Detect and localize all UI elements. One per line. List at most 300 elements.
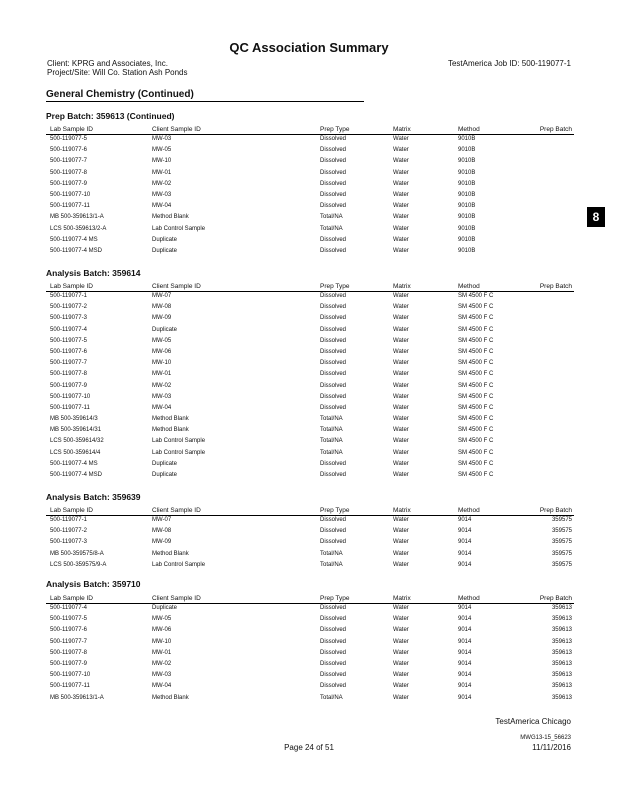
cell-lab-sample-id: 500-119077-8 [50,649,87,656]
batch-table [46,594,574,705]
cell-lab-sample-id: MB 500-359614/31 [50,427,102,434]
column-header-lab-sample-id: Lab Sample ID [50,507,93,514]
cell-prep-type: Dissolved [320,348,347,355]
cell-method: 9014 [458,605,472,611]
cell-client-sample-id: MW-05 [152,616,172,623]
cell-method: 9010B [458,158,476,165]
cell-method: 9014 [458,627,472,634]
cell-method: 9014 [458,649,472,656]
cell-method: SM 4500 F C [458,427,494,434]
table-row [46,348,574,359]
batch-title: Analysis Batch: 359639 [46,492,141,502]
cell-prep-type: Total/NA [320,416,343,423]
cell-lab-sample-id: 500-119077-6 [50,147,87,154]
cell-method: 9010B [458,191,476,198]
cell-matrix: Water [393,337,409,344]
cell-method: SM 4500 F C [458,326,494,333]
column-header-prep-type: Prep Type [320,126,350,133]
cell-method: 9014 [458,616,472,623]
table-row [46,337,574,348]
column-header-matrix: Matrix [393,283,411,290]
cell-method: SM 4500 F C [458,449,494,456]
cell-lab-sample-id: MB 500-359575/8-A [50,550,104,557]
table-row [46,460,574,471]
page-title: QC Association Summary [229,40,389,55]
cell-client-sample-id: MW-10 [152,360,172,367]
cell-lab-sample-id: 500-119077-6 [50,348,87,355]
cell-client-sample-id: MW-10 [152,638,172,645]
column-header-method: Method [458,507,480,514]
table-row [46,292,574,303]
cell-prep-type: Dissolved [320,203,347,210]
cell-matrix: Water [393,427,409,434]
cell-client-sample-id: Duplicate [152,326,178,333]
cell-lab-sample-id: LCS 500-359613/2-A [50,225,107,232]
cell-lab-sample-id: 500-119077-1 [50,517,87,523]
table-row [46,180,574,191]
cell-method: SM 4500 F C [458,348,494,355]
table-row [46,404,574,415]
cell-method: 9014 [458,550,472,557]
table-row [46,303,574,314]
cell-matrix: Water [393,561,409,568]
cell-method: SM 4500 F C [458,337,494,344]
cell-method: 9014 [458,694,472,701]
cell-client-sample-id: MW-06 [152,627,172,634]
column-header-matrix: Matrix [393,595,411,602]
cell-method: 9014 [458,528,472,535]
batch-title: Analysis Batch: 359710 [46,579,141,589]
cell-lab-sample-id: 500-119077-3 [50,539,87,546]
cell-lab-sample-id: 500-119077-4 MSD [50,472,102,478]
cell-lab-sample-id: 500-119077-6 [50,627,87,634]
cell-matrix: Water [393,371,409,378]
cell-matrix: Water [393,147,409,154]
cell-method: SM 4500 F C [458,393,494,400]
cell-client-sample-id: Method Blank [152,694,189,701]
cell-client-sample-id: MW-01 [152,649,172,656]
cell-matrix: Water [393,214,409,221]
column-header-prep-type: Prep Type [320,595,350,602]
table-row [46,626,574,637]
table-row [46,615,574,626]
batch-table [46,282,574,482]
cell-matrix: Water [393,304,409,311]
cell-lab-sample-id: 500-119077-9 [50,382,87,389]
cell-matrix: Water [393,683,409,690]
cell-lab-sample-id: 500-119077-4 MS [50,460,98,467]
cell-method: 9010B [458,169,476,176]
cell-prep-batch: 359613 [551,616,572,623]
cell-matrix: Water [393,627,409,634]
project-line: Project/Site: Will Co. Station Ash Ponds [47,68,188,77]
cell-client-sample-id: MW-07 [152,293,172,299]
cell-prep-type: Dissolved [320,371,347,378]
cell-client-sample-id: MW-08 [152,528,172,535]
table-row [46,393,574,404]
cell-prep-type: Dissolved [320,169,347,176]
cell-prep-type: Dissolved [320,393,347,400]
cell-matrix: Water [393,169,409,176]
cell-prep-type: Dissolved [320,683,347,690]
cell-prep-type: Dissolved [320,304,347,311]
table-row [46,146,574,157]
column-header-lab-sample-id: Lab Sample ID [50,283,93,290]
cell-method: 9014 [458,517,472,523]
cell-prep-type: Dissolved [320,147,347,154]
cell-lab-sample-id: 500-119077-11 [50,404,90,411]
cell-method: SM 4500 F C [458,438,494,445]
cell-client-sample-id: Method Blank [152,427,189,434]
cell-lab-sample-id: 500-119077-7 [50,638,87,645]
table-row [46,638,574,649]
cell-lab-sample-id: LCS 500-359575/9-A [50,561,107,568]
cell-client-sample-id: Duplicate [152,247,178,254]
cell-prep-type: Total/NA [320,427,343,434]
cell-client-sample-id: MW-05 [152,147,172,154]
column-header-prep-batch: Prep Batch [539,595,572,602]
cell-prep-type: Total/NA [320,214,343,221]
table-row [46,550,574,561]
cell-method: SM 4500 F C [458,416,494,423]
table-row [46,660,574,671]
table-row [46,561,574,572]
cell-prep-type: Dissolved [320,660,347,667]
cell-client-sample-id: MW-04 [152,683,172,690]
table-row [46,213,574,224]
cell-prep-batch: 359613 [551,672,572,679]
cell-method: 9014 [458,660,472,667]
cell-client-sample-id: MW-09 [152,315,172,322]
cell-client-sample-id: Duplicate [152,236,178,243]
cell-matrix: Water [393,438,409,445]
cell-client-sample-id: Lab Control Sample [152,561,206,568]
cell-matrix: Water [393,180,409,187]
cell-prep-type: Dissolved [320,460,347,467]
cell-prep-type: Dissolved [320,326,347,333]
cell-matrix: Water [393,158,409,165]
cell-matrix: Water [393,539,409,546]
cell-client-sample-id: MW-03 [152,393,172,400]
cell-method: 9010B [458,136,476,142]
cell-method: SM 4500 F C [458,472,494,478]
cell-client-sample-id: MW-09 [152,539,172,546]
batch-table [46,125,574,258]
table-row [46,649,574,660]
cell-client-sample-id: MW-03 [152,191,172,198]
table-row [46,202,574,213]
cell-prep-batch: 359613 [551,605,572,611]
table-row [46,359,574,370]
cell-method: SM 4500 F C [458,315,494,322]
column-header-prep-batch: Prep Batch [539,283,572,290]
cell-prep-type: Dissolved [320,337,347,344]
cell-lab-sample-id: 500-119077-7 [50,360,87,367]
cell-prep-type: Dissolved [320,627,347,634]
cell-prep-type: Total/NA [320,694,343,701]
table-row [46,314,574,325]
cell-prep-type: Total/NA [320,550,343,557]
batch-title: Analysis Batch: 359614 [46,268,141,278]
cell-client-sample-id: MW-06 [152,348,172,355]
cell-method: SM 4500 F C [458,371,494,378]
cell-prep-type: Total/NA [320,225,343,232]
cell-client-sample-id: MW-05 [152,337,172,344]
cell-client-sample-id: Method Blank [152,550,189,557]
cell-matrix: Water [393,550,409,557]
column-header-client-sample-id: Client Sample ID [152,283,201,290]
cell-lab-sample-id: 500-119077-7 [50,158,87,165]
cell-lab-sample-id: 500-119077-5 [50,337,87,344]
cell-client-sample-id: MW-01 [152,371,172,378]
table-row [46,326,574,337]
cell-prep-batch: 359575 [551,550,572,557]
cell-prep-batch: 359575 [551,517,572,523]
column-header-method: Method [458,283,480,290]
cell-lab-sample-id: 500-119077-5 [50,616,87,623]
cell-prep-type: Dissolved [320,360,347,367]
cell-method: 9014 [458,672,472,679]
column-header-client-sample-id: Client Sample ID [152,126,201,133]
cell-matrix: Water [393,247,409,254]
table-row [46,225,574,236]
cell-matrix: Water [393,449,409,456]
cell-prep-batch: 359575 [551,561,572,568]
footer-code: MWG13-15_56623 [520,735,571,741]
cell-method: 9010B [458,147,476,154]
cell-prep-type: Dissolved [320,404,347,411]
cell-lab-sample-id: 500-119077-5 [50,136,87,142]
footer-lab: TestAmerica Chicago [495,717,571,726]
table-row [46,382,574,393]
cell-lab-sample-id: LCS 500-359614/32 [50,438,104,445]
cell-matrix: Water [393,191,409,198]
cell-prep-type: Dissolved [320,158,347,165]
cell-matrix: Water [393,694,409,701]
column-header-prep-batch: Prep Batch [539,126,572,133]
cell-client-sample-id: MW-01 [152,169,172,176]
cell-matrix: Water [393,382,409,389]
cell-lab-sample-id: 500-119077-11 [50,203,90,210]
cell-matrix: Water [393,136,409,142]
batch-table [46,506,574,572]
table-row [46,471,574,482]
cell-method: 9010B [458,225,476,232]
cell-method: SM 4500 F C [458,304,494,311]
cell-client-sample-id: MW-04 [152,203,172,210]
column-header-lab-sample-id: Lab Sample ID [50,126,93,133]
cell-prep-type: Dissolved [320,605,347,611]
column-header-method: Method [458,595,480,602]
page-number: Page 24 of 51 [284,743,334,752]
cell-lab-sample-id: 500-119077-8 [50,169,87,176]
cell-prep-type: Dissolved [320,517,347,523]
cell-method: SM 4500 F C [458,382,494,389]
cell-prep-type: Dissolved [320,472,347,478]
cell-client-sample-id: Duplicate [152,605,178,611]
cell-prep-type: Dissolved [320,672,347,679]
cell-lab-sample-id: 500-119077-10 [50,191,91,198]
cell-method: SM 4500 F C [458,293,494,299]
cell-matrix: Water [393,672,409,679]
cell-method: SM 4500 F C [458,360,494,367]
table-row [46,604,574,615]
cell-matrix: Water [393,517,409,523]
cell-client-sample-id: Lab Control Sample [152,225,206,232]
cell-prep-type: Dissolved [320,528,347,535]
cell-client-sample-id: Duplicate [152,472,178,478]
cell-lab-sample-id: 500-119077-2 [50,304,87,311]
cell-client-sample-id: MW-02 [152,382,172,389]
cell-matrix: Water [393,348,409,355]
column-header-prep-type: Prep Type [320,283,350,290]
cell-matrix: Water [393,326,409,333]
cell-method: 9014 [458,561,472,568]
cell-lab-sample-id: 500-119077-8 [50,371,87,378]
cell-lab-sample-id: MB 500-359613/1-A [50,694,104,701]
cell-lab-sample-id: LCS 500-359614/4 [50,449,101,456]
cell-matrix: Water [393,638,409,645]
cell-lab-sample-id: 500-119077-2 [50,528,87,535]
cell-client-sample-id: MW-08 [152,304,172,311]
cell-matrix: Water [393,315,409,322]
cell-matrix: Water [393,472,409,478]
table-row [46,437,574,448]
cell-matrix: Water [393,236,409,243]
cell-prep-batch: 359613 [551,683,572,690]
cell-client-sample-id: MW-03 [152,136,172,142]
cell-method: 9010B [458,236,476,243]
cell-client-sample-id: MW-07 [152,517,172,523]
table-row [46,527,574,538]
cell-prep-batch: 359613 [551,694,572,701]
table-row [46,538,574,549]
cell-prep-type: Dissolved [320,616,347,623]
table-row [46,671,574,682]
job-id: TestAmerica Job ID: 500-119077-1 [447,59,571,68]
cell-prep-type: Dissolved [320,539,347,546]
table-row [46,516,574,527]
column-header-matrix: Matrix [393,126,411,133]
cell-matrix: Water [393,360,409,367]
cell-matrix: Water [393,528,409,535]
cell-client-sample-id: MW-03 [152,672,172,679]
cell-prep-type: Dissolved [320,638,347,645]
cell-lab-sample-id: 500-119077-11 [50,683,90,690]
cell-matrix: Water [393,393,409,400]
table-row [46,157,574,168]
cell-client-sample-id: MW-02 [152,660,172,667]
cell-method: 9010B [458,203,476,210]
cell-client-sample-id: MW-02 [152,180,172,187]
table-row [46,682,574,693]
table-header [46,506,574,516]
cell-matrix: Water [393,293,409,299]
cell-prep-type: Total/NA [320,561,343,568]
cell-prep-batch: 359575 [551,528,572,535]
cell-lab-sample-id: 500-119077-4 MS [50,236,98,243]
cell-matrix: Water [393,416,409,423]
section-tab: 8 [587,207,605,227]
column-header-client-sample-id: Client Sample ID [152,507,201,514]
cell-lab-sample-id: 500-119077-10 [50,672,91,679]
cell-client-sample-id: Lab Control Sample [152,449,206,456]
cell-lab-sample-id: MB 500-359613/1-A [50,214,104,221]
cell-method: SM 4500 F C [458,404,494,411]
cell-lab-sample-id: 500-119077-4 MSD [50,247,102,254]
column-header-client-sample-id: Client Sample ID [152,595,201,602]
cell-prep-batch: 359613 [551,660,572,667]
cell-prep-type: Total/NA [320,438,343,445]
table-header [46,282,574,292]
cell-matrix: Water [393,649,409,656]
cell-lab-sample-id: 500-119077-1 [50,293,87,299]
column-header-prep-type: Prep Type [320,507,350,514]
cell-lab-sample-id: MB 500-359614/3 [50,416,98,423]
table-header [46,594,574,604]
table-row [46,135,574,146]
cell-client-sample-id: MW-10 [152,158,172,165]
cell-prep-type: Dissolved [320,236,347,243]
table-row [46,247,574,258]
table-header [46,125,574,135]
cell-lab-sample-id: 500-119077-9 [50,660,87,667]
table-row [46,694,574,705]
table-row [46,370,574,381]
cell-method: SM 4500 F C [458,460,494,467]
column-header-prep-batch: Prep Batch [539,507,572,514]
table-row [46,426,574,437]
cell-client-sample-id: Lab Control Sample [152,438,206,445]
cell-prep-type: Dissolved [320,136,347,142]
cell-method: 9014 [458,683,472,690]
cell-prep-type: Total/NA [320,449,343,456]
cell-prep-type: Dissolved [320,382,347,389]
cell-prep-type: Dissolved [320,191,347,198]
column-header-lab-sample-id: Lab Sample ID [50,595,93,602]
cell-prep-batch: 359575 [551,539,572,546]
table-row [46,169,574,180]
column-header-matrix: Matrix [393,507,411,514]
cell-prep-type: Dissolved [320,180,347,187]
cell-lab-sample-id: 500-119077-9 [50,180,87,187]
cell-prep-batch: 359613 [551,638,572,645]
table-row [46,449,574,460]
cell-matrix: Water [393,605,409,611]
cell-client-sample-id: Duplicate [152,460,178,467]
table-row [46,191,574,202]
footer-date: 11/11/2016 [532,743,571,752]
batch-title: Prep Batch: 359613 (Continued) [46,111,175,121]
table-row [46,236,574,247]
cell-matrix: Water [393,660,409,667]
cell-method: 9010B [458,180,476,187]
cell-prep-type: Dissolved [320,247,347,254]
cell-client-sample-id: MW-04 [152,404,172,411]
cell-lab-sample-id: 500-119077-4 [50,326,87,333]
table-row [46,415,574,426]
client-line: Client: KPRG and Associates, Inc. [47,59,168,68]
cell-matrix: Water [393,225,409,232]
cell-matrix: Water [393,460,409,467]
cell-prep-type: Dissolved [320,293,347,299]
cell-prep-type: Dissolved [320,649,347,656]
cell-matrix: Water [393,203,409,210]
cell-prep-batch: 359613 [551,627,572,634]
column-header-method: Method [458,126,480,133]
cell-prep-type: Dissolved [320,315,347,322]
cell-lab-sample-id: 500-119077-10 [50,393,91,400]
